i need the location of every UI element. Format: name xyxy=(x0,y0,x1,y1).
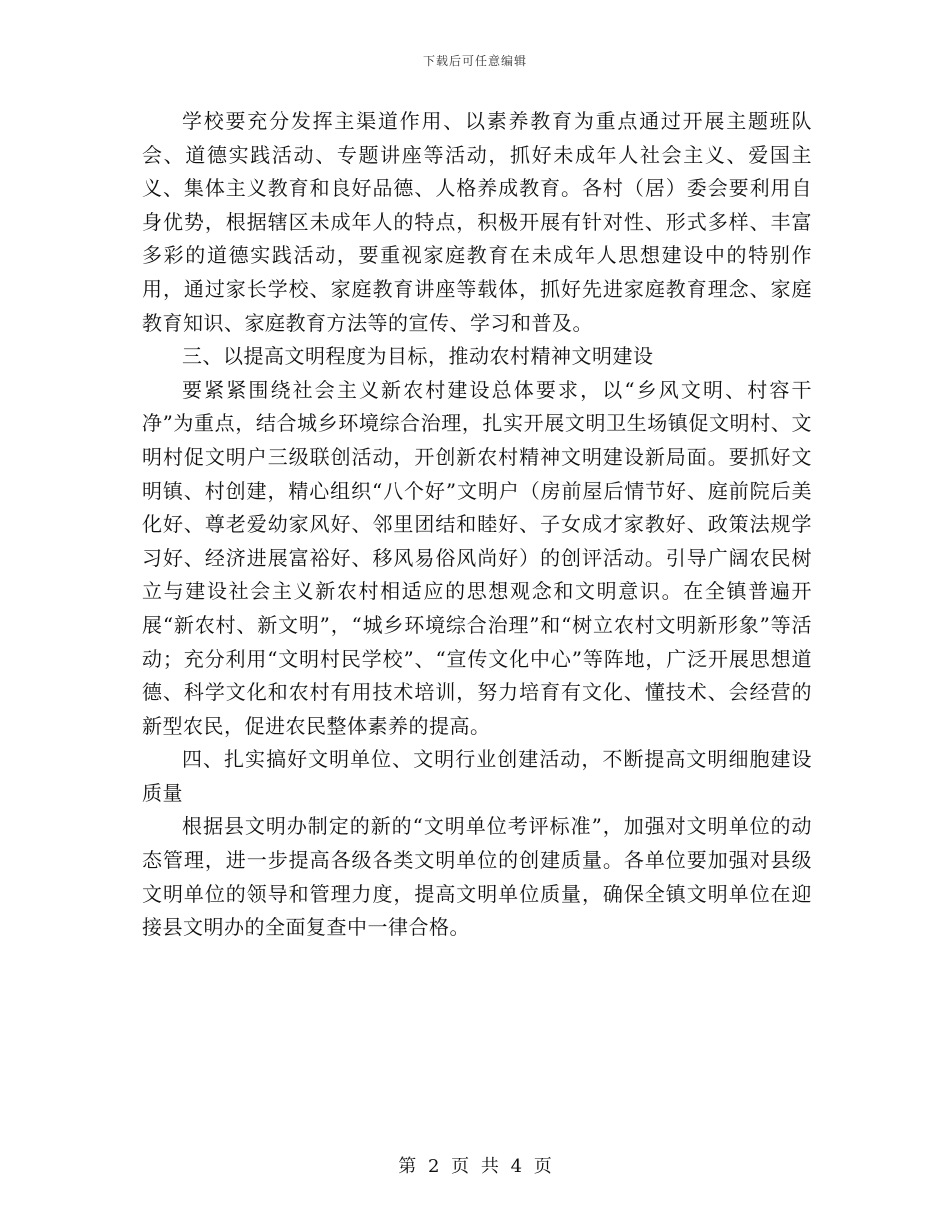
page-header-note: 下载后可任意编辑 xyxy=(422,54,527,68)
paragraph-civilized-units: 根据县文明办制定的新的“文明单位考评标准”，加强对文明单位的动态管理，进一步提高各级各类文明单位的创建质量。各单位要加强对县级文明单位的领导和管理力度，提高文明单位质量，确保全镇文明单位在迎接县文明办的全面复查中一律合格。 xyxy=(142,814,812,940)
paragraph-school-education: 学校要充分发挥主渠道作用、以素养教育为重点通过开展主题班队会、道德实践活动、专题讲座等活动，抓好未成年人社会主义、爱国主义、集体主义教育和良好品德、人格养成教育。各村（居）委会要利用自身优势，根据辖区未成年人的特点，积极开展有针对性、形式多样、丰富多彩的道德实践活动，要重视家庭教育在未成年人思想建设中的特别作用，通过家长学校、家庭教育讲座等载体，抓好先进家庭教育理念、家庭教育知识、家庭教育方法等的宣传、学习和普及。 xyxy=(142,109,812,335)
document-body xyxy=(142,105,812,945)
section-heading-three: 三、以提高文明程度为目标，推动农村精神文明建设 xyxy=(182,344,654,369)
section-heading-four: 四、扎实搞好文明单位、文明行业创建活动，不断提高文明细胞建设质量 xyxy=(142,747,812,805)
page-number: 第 2 页 共 4 页 xyxy=(398,1156,552,1177)
paragraph-rural-civilization: 要紧紧围绕社会主义新农村建设总体要求，以“乡风文明、村容干净”为重点，结合城乡环境综合治理，扎实开展文明卫生场镇促文明村、文明村促文明户三级联创活动，开创新农村精神文明建设新局面。要抓好文明镇、村创建，精心组织“八个好”文明户（房前屋后情节好、庭前院后美化好、尊老爱幼家风好、邻里团结和睦好、子女成才家教好、政策法规学习好、经济进展富裕好、移风易俗风尚好）的创评活动。引导广阔农民树立与建设社会主义新农村相适应的思想观念和文明意识。在全镇普遍开展“新农村、新文明”，“城乡环境综合治理”和“树立农村文明新形象”等活动；充分利用“文明村民学校”、“宣传文化中心”等阵地，广泛开展思想道德、科学文化和农村有用技术培训，努力培育有文化、懂技术、会经营的新型农民，促进农民整体素养的提高。 xyxy=(142,377,812,738)
